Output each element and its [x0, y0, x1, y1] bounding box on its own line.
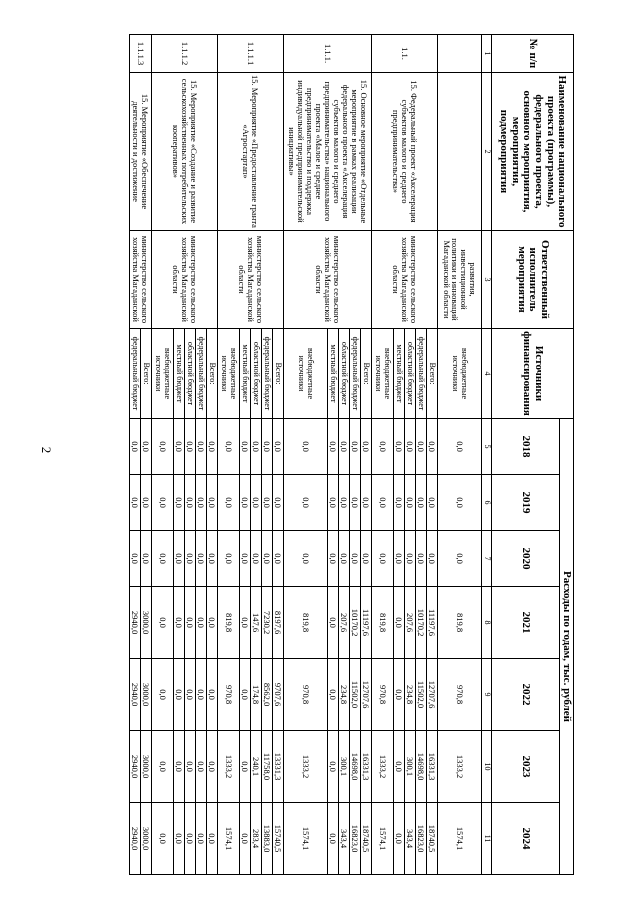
row-value: 0,0: [130, 419, 141, 475]
row-value: 16331,3: [427, 731, 438, 803]
row-value: 0,0: [141, 531, 152, 587]
header-name: Наименование национального проекта (программы), федерального проекта, основного мероприятия, мероприятия, подмероприятия: [492, 73, 574, 231]
row-value: 0,0: [196, 531, 207, 587]
row-value: 0,0: [185, 531, 196, 587]
row-value: 0,0: [438, 531, 482, 587]
row-value: 15740,5: [273, 803, 284, 875]
row-value: 13331,3: [273, 731, 284, 803]
row-value: 0,0: [174, 803, 185, 875]
row-value: 10170,2: [416, 587, 427, 659]
table-row: [207, 35, 218, 875]
row-value: 0,0: [141, 419, 152, 475]
row-value: 0,0: [262, 419, 273, 475]
row-value: 0,0: [328, 587, 339, 659]
row-source: Всего:: [273, 329, 284, 419]
row-source: внебюджетные источники: [152, 329, 174, 419]
row-value: 0,0: [427, 419, 438, 475]
header-number: № п/п: [492, 35, 574, 73]
row-value: 0,0: [141, 475, 152, 531]
row-value: 283,4: [251, 803, 262, 875]
row-value: 0,0: [196, 587, 207, 659]
row-value: 0,0: [251, 475, 262, 531]
row-value: 0,0: [427, 475, 438, 531]
row-value: 0,0: [405, 531, 416, 587]
row-responsible: развития, инвестиционной политики и инноваций Магаданской области: [438, 231, 482, 329]
row-value: 0,0: [185, 731, 196, 803]
row-value: 0,0: [339, 531, 350, 587]
row-value: 0,0: [372, 419, 394, 475]
row-value: 7230,2: [262, 587, 273, 659]
row-source: областной бюджет: [405, 329, 416, 419]
row-value: 0,0: [251, 419, 262, 475]
row-name: [438, 73, 482, 231]
row-value: 0,0: [218, 419, 240, 475]
row-value: 970,8: [284, 659, 328, 731]
row-value: 11197,6: [361, 587, 372, 659]
page-number: 2: [39, 446, 54, 454]
row-value: 0,0: [427, 531, 438, 587]
row-value: 8197,6: [273, 587, 284, 659]
year-2020: 2020: [492, 531, 560, 587]
row-value: 11197,6: [427, 587, 438, 659]
row-value: 0,0: [416, 419, 427, 475]
row-value: 3000,0: [141, 731, 152, 803]
row-value: 300,1: [339, 731, 350, 803]
row-name: 15. Федеральный проект «Акселерация субъектов малого и среднего предпринимательства»: [372, 73, 438, 231]
row-value: 0,0: [130, 475, 141, 531]
row-value: 0,0: [207, 659, 218, 731]
row-value: 3000,0: [141, 587, 152, 659]
row-value: 0,0: [207, 587, 218, 659]
row-value: 0,0: [284, 531, 328, 587]
row-value: 1333,2: [372, 731, 394, 803]
row-value: 0,0: [361, 475, 372, 531]
row-value: 0,0: [207, 803, 218, 875]
row-value: 207,6: [339, 587, 350, 659]
row-value: 0,0: [185, 419, 196, 475]
row-value: 0,0: [174, 531, 185, 587]
row-value: 240,1: [251, 731, 262, 803]
row-value: 0,0: [240, 659, 251, 731]
row-value: 0,0: [284, 475, 328, 531]
table-row: [273, 35, 284, 875]
header-responsible: Ответственный исполнитель мероприятия: [492, 231, 574, 329]
row-value: 0,0: [152, 475, 174, 531]
column-number: 6: [482, 475, 492, 531]
row-number: 1.1.1.2: [152, 35, 218, 73]
row-value: 0,0: [361, 419, 372, 475]
row-value: 0,0: [372, 531, 394, 587]
row-value: 0,0: [284, 419, 328, 475]
row-value: 0,0: [273, 419, 284, 475]
row-responsible: министерство сельского хозяйства Магаданской области: [152, 231, 218, 329]
row-value: 0,0: [130, 531, 141, 587]
row-value: 0,0: [438, 419, 482, 475]
row-value: 1333,2: [218, 731, 240, 803]
row-source: местный бюджет: [240, 329, 251, 419]
row-name: 15. Основное мероприятие «Отдельные мероприятие в рамках реализации федерального проекта «Акселерация субъектов малого и среднего предпринимательства» национального проекта «Малое и среднее предпринимательство и поддержка индивидуальной предпринимательской инициативы»: [284, 73, 372, 231]
row-value: 12707,6: [427, 659, 438, 731]
column-number: 8: [482, 587, 492, 659]
row-value: 16823,0: [350, 803, 361, 875]
table-row: [141, 35, 152, 875]
row-source: внебюджетные источники: [438, 329, 482, 419]
row-value: 0,0: [240, 587, 251, 659]
row-value: 174,8: [251, 659, 262, 731]
row-source: областной бюджет: [185, 329, 196, 419]
table-row: [361, 35, 372, 875]
row-value: 0,0: [394, 731, 405, 803]
row-value: 1333,2: [284, 731, 328, 803]
row-value: 0,0: [207, 531, 218, 587]
column-number: 3: [482, 231, 492, 329]
column-number: 10: [482, 731, 492, 803]
row-value: 819,8: [372, 587, 394, 659]
row-value: 9707,6: [273, 659, 284, 731]
row-source: внебюджетные источники: [284, 329, 328, 419]
row-value: 0,0: [394, 419, 405, 475]
row-value: 0,0: [152, 419, 174, 475]
expenditure-table-sheet: [62, 34, 574, 874]
row-value: 0,0: [361, 531, 372, 587]
row-source: областной бюджет: [251, 329, 262, 419]
row-value: 300,1: [405, 731, 416, 803]
row-value: 0,0: [196, 475, 207, 531]
row-source: Всего:: [207, 329, 218, 419]
row-value: 0,0: [174, 659, 185, 731]
row-value: 0,0: [152, 587, 174, 659]
row-value: 11502,0: [416, 659, 427, 731]
row-source: Всего:: [141, 329, 152, 419]
row-source: федеральный бюджет: [196, 329, 207, 419]
row-value: 0,0: [394, 531, 405, 587]
header-expenses: Расходы по годам, тыс. рублей: [560, 419, 574, 875]
row-value: 14698,0: [416, 731, 427, 803]
row-value: 970,8: [438, 659, 482, 731]
row-value: 0,0: [328, 531, 339, 587]
row-value: 10170,2: [350, 587, 361, 659]
row-value: 1574,1: [438, 803, 482, 875]
row-number: [438, 35, 482, 73]
row-value: 2940,0: [130, 659, 141, 731]
row-value: 0,0: [328, 475, 339, 531]
row-value: 970,8: [218, 659, 240, 731]
row-value: 0,0: [218, 531, 240, 587]
row-value: 0,0: [196, 659, 207, 731]
row-value: 0,0: [273, 475, 284, 531]
row-value: 11758,0: [262, 731, 273, 803]
row-value: 0,0: [174, 475, 185, 531]
column-number: 7: [482, 531, 492, 587]
row-value: 234,8: [339, 659, 350, 731]
table-body: [130, 35, 482, 875]
row-value: 0,0: [416, 531, 427, 587]
row-value: 0,0: [350, 419, 361, 475]
row-value: 0,0: [174, 731, 185, 803]
row-source: федеральный бюджет: [262, 329, 273, 419]
row-value: 0,0: [262, 475, 273, 531]
row-source: местный бюджет: [394, 329, 405, 419]
row-value: 0,0: [240, 531, 251, 587]
row-source: областной бюджет: [339, 329, 350, 419]
row-number: 1.1.1.3: [130, 35, 152, 73]
row-value: 14698,0: [350, 731, 361, 803]
row-value: 12707,6: [361, 659, 372, 731]
row-value: 0,0: [185, 803, 196, 875]
row-value: 147,6: [251, 587, 262, 659]
row-source: Всего:: [361, 329, 372, 419]
row-source: Всего:: [427, 329, 438, 419]
row-source: федеральный бюджет: [350, 329, 361, 419]
row-value: 0,0: [207, 731, 218, 803]
row-value: 819,8: [218, 587, 240, 659]
year-2024: 2024: [492, 803, 560, 875]
row-value: 0,0: [185, 659, 196, 731]
row-value: 18740,5: [361, 803, 372, 875]
header-source: Источники финансирования: [492, 329, 574, 419]
column-number: 1: [482, 35, 492, 73]
row-value: 0,0: [152, 803, 174, 875]
row-value: 0,0: [240, 419, 251, 475]
row-source: федеральный бюджет: [416, 329, 427, 419]
row-responsible: министерство сельского хозяйства Магаданской области: [372, 231, 438, 329]
table-row: [427, 35, 438, 875]
row-value: 0,0: [339, 419, 350, 475]
row-value: 0,0: [405, 419, 416, 475]
column-number: 9: [482, 659, 492, 731]
row-value: 0,0: [152, 531, 174, 587]
column-number-row: [482, 35, 492, 875]
row-value: 234,8: [405, 659, 416, 731]
table-row: [438, 35, 482, 875]
row-responsible: министерство сельского хозяйства Магаданской области: [284, 231, 372, 329]
row-value: 0,0: [372, 475, 394, 531]
column-number: 4: [482, 329, 492, 419]
row-value: 0,0: [240, 731, 251, 803]
row-value: 0,0: [240, 803, 251, 875]
year-2019: 2019: [492, 475, 560, 531]
row-value: 207,6: [405, 587, 416, 659]
row-value: 343,4: [405, 803, 416, 875]
row-value: 0,0: [174, 587, 185, 659]
row-value: 343,4: [339, 803, 350, 875]
year-2022: 2022: [492, 659, 560, 731]
row-value: 0,0: [405, 475, 416, 531]
row-value: 1574,1: [218, 803, 240, 875]
row-value: 0,0: [218, 475, 240, 531]
row-value: 0,0: [394, 475, 405, 531]
row-value: 970,8: [372, 659, 394, 731]
row-value: 0,0: [339, 475, 350, 531]
year-2023: 2023: [492, 731, 560, 803]
row-value: 3000,0: [141, 659, 152, 731]
row-value: 0,0: [328, 659, 339, 731]
row-value: 819,8: [284, 587, 328, 659]
row-value: 1574,1: [372, 803, 394, 875]
column-number: 11: [482, 803, 492, 875]
row-value: 0,0: [394, 803, 405, 875]
row-source: внебюджетные источники: [218, 329, 240, 419]
row-responsible: министерство сельского хозяйства Магаданской области: [218, 231, 284, 329]
row-value: 2940,0: [130, 587, 141, 659]
row-name: 15. Мероприятие «Обеспечение деятельности и достижение: [130, 73, 152, 231]
row-value: 0,0: [328, 419, 339, 475]
year-2018: 2018: [492, 419, 560, 475]
row-value: 1574,1: [284, 803, 328, 875]
year-2021: 2021: [492, 587, 560, 659]
row-value: 0,0: [152, 731, 174, 803]
row-value: 0,0: [251, 531, 262, 587]
row-value: 0,0: [185, 475, 196, 531]
row-value: 2940,0: [130, 731, 141, 803]
row-value: 0,0: [262, 531, 273, 587]
row-name: 15. Мероприятие «Предоставление гранта «Агростартап»: [218, 73, 284, 231]
row-value: 1333,2: [438, 731, 482, 803]
row-value: 0,0: [328, 803, 339, 875]
row-value: 0,0: [438, 475, 482, 531]
row-number: 1.1.1.1: [218, 35, 284, 73]
row-source: внебюджетные источники: [372, 329, 394, 419]
row-value: 0,0: [416, 475, 427, 531]
row-value: 0,0: [185, 587, 196, 659]
row-value: 0,0: [394, 587, 405, 659]
column-number: 5: [482, 419, 492, 475]
row-value: 0,0: [240, 475, 251, 531]
row-value: 0,0: [350, 531, 361, 587]
expenditure-table: [129, 34, 574, 875]
row-value: 0,0: [328, 731, 339, 803]
row-value: 2940,0: [130, 803, 141, 875]
row-source: федеральный бюджет: [130, 329, 141, 419]
row-value: 8562,0: [262, 659, 273, 731]
row-value: 0,0: [394, 659, 405, 731]
row-number: 1.1.1.: [284, 35, 372, 73]
row-value: 18740,5: [427, 803, 438, 875]
row-name: 15. Мероприятие «Создание и развитие сельскохозяйственных потребительских кооперативов»: [152, 73, 218, 231]
row-value: 0,0: [152, 659, 174, 731]
row-value: 0,0: [196, 731, 207, 803]
row-value: 0,0: [207, 475, 218, 531]
row-value: 16823,0: [416, 803, 427, 875]
row-value: 0,0: [196, 803, 207, 875]
row-value: 3000,0: [141, 803, 152, 875]
row-number: 1.1.: [372, 35, 438, 73]
row-source: местный бюджет: [328, 329, 339, 419]
row-responsible: министерство сельского хозяйства Магаданской: [130, 231, 152, 329]
row-source: местный бюджет: [174, 329, 185, 419]
row-value: 13883,0: [262, 803, 273, 875]
row-value: 0,0: [196, 419, 207, 475]
row-value: 16331,3: [361, 731, 372, 803]
row-value: 0,0: [273, 531, 284, 587]
row-value: 0,0: [207, 419, 218, 475]
row-value: 0,0: [350, 475, 361, 531]
row-value: 819,8: [438, 587, 482, 659]
row-value: 0,0: [174, 419, 185, 475]
row-value: 11502,0: [350, 659, 361, 731]
column-number: 2: [482, 73, 492, 231]
